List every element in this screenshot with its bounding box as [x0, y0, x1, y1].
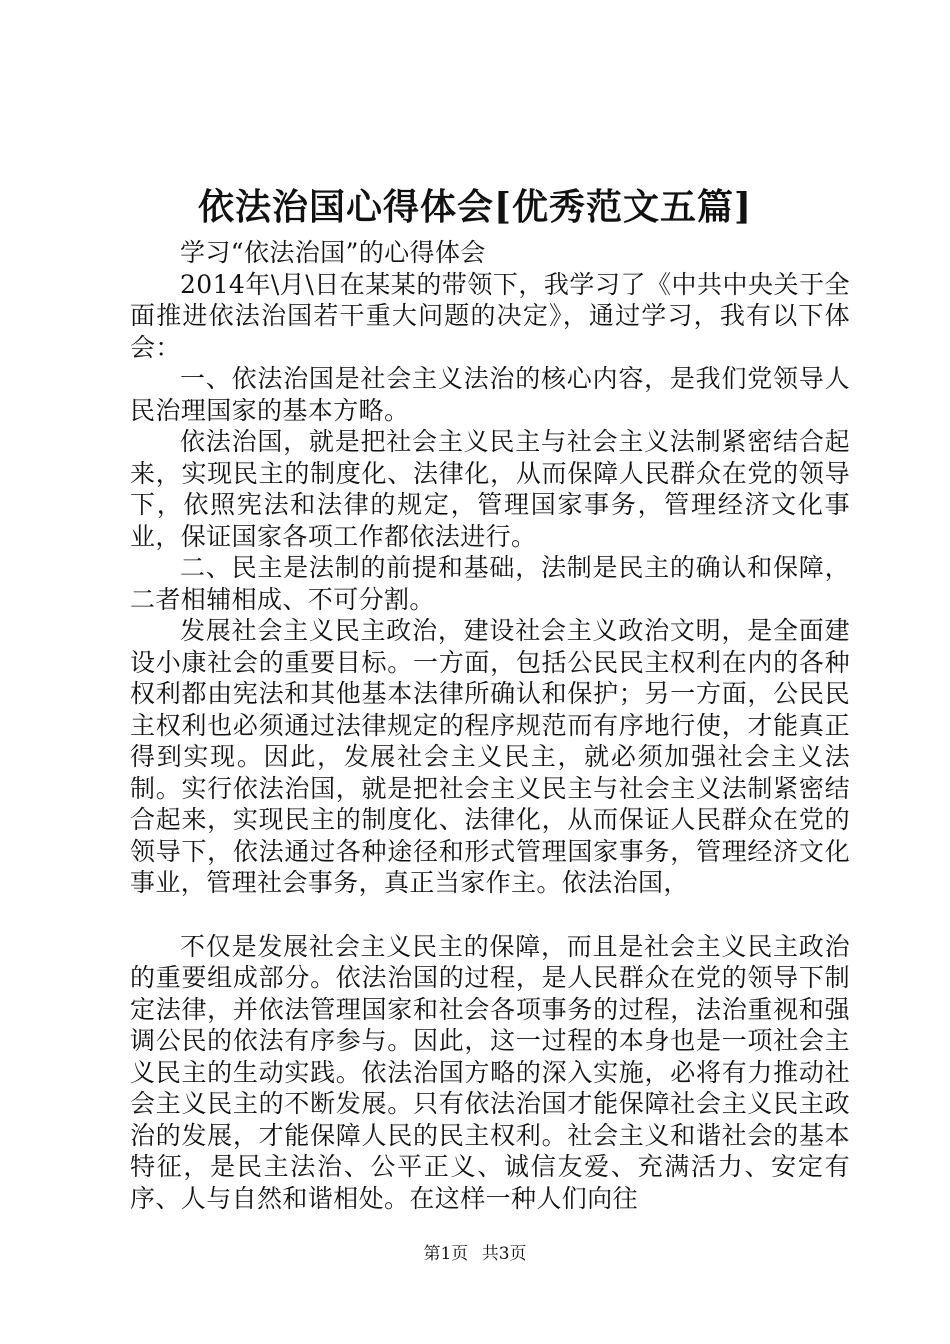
page-footer	[0, 1242, 950, 1266]
document-title: 依法治国心得体会[优秀范文五篇]	[197, 186, 753, 228]
subtitle-paragraph: 学习“依法治国”的心得体会	[180, 238, 486, 267]
page-number: 第1页	[423, 1244, 469, 1264]
section-heading-1: 一、依法治国是社会主义法治的核心内容，是我们党领导人民治理国家的基本方略。	[130, 364, 850, 425]
body-paragraph: 发展社会主义民主政治，建设社会主义政治文明，是全面建设小康社会的重要目标。一方面，包括公民民主权利在内的各种权利都由宪法和其他基本法律所确认和保护；另一方面，公民民主权利也必须通过法律规定的程序规范而有序地行使，才能真正得到实现。因此，发展社会主义民主，就必须加强社会主义法制。实行依法治国，就是把社会主义民主与社会主义法制紧密结合起来，实现民主的制度化、法律化，从而保证人民群众在党的领导下，依法通过各种途径和形式管理国家事务，管理经济文化事业，管理社会事务，真正当家作主。依法治国，	[130, 616, 850, 897]
document-body	[130, 237, 850, 1214]
body-paragraph: 2014年\月\日在某某的带领下，我学习了《中共中央关于全面推进依法治国若干重大问题的决定》，通过学习，我有以下体会：	[130, 269, 850, 362]
body-paragraph: 依法治国，就是把社会主义民主与社会主义法制紧密结合起来，实现民主的制度化、法律化，从而保障人民群众在党的领导下，依照宪法和法律的规定，管理国家事务，管理经济文化事业，保证国家各项工作都依法进行。	[130, 427, 850, 551]
body-paragraph: 不仅是发展社会主义民主的保障，而且是社会主义民主政治的重要组成部分。依法治国的过程，是人民群众在党的领导下制定法律，并依法管理国家和社会各项事务的过程，法治重视和强调公民的依法有序参与。因此，这一过程的本身也是一项社会主义民主的生动实践。依法治国方略的深入实施，必将有力推动社会主义民主的不断发展。只有依法治国才能保障社会主义民主政治的发展，才能保障人民的民主权利。社会主义和谐社会的基本特征，是民主法治、公平正义、诚信友爱、充满活力、安定有序、人与自然和谐相处。在这样一种人们向往	[130, 931, 850, 1213]
section-heading-2: 二、民主是法制的前提和基础，法制是民主的确认和保障，二者相辅相成、不可分割。	[130, 553, 850, 614]
page-total: 共3页	[481, 1244, 527, 1264]
